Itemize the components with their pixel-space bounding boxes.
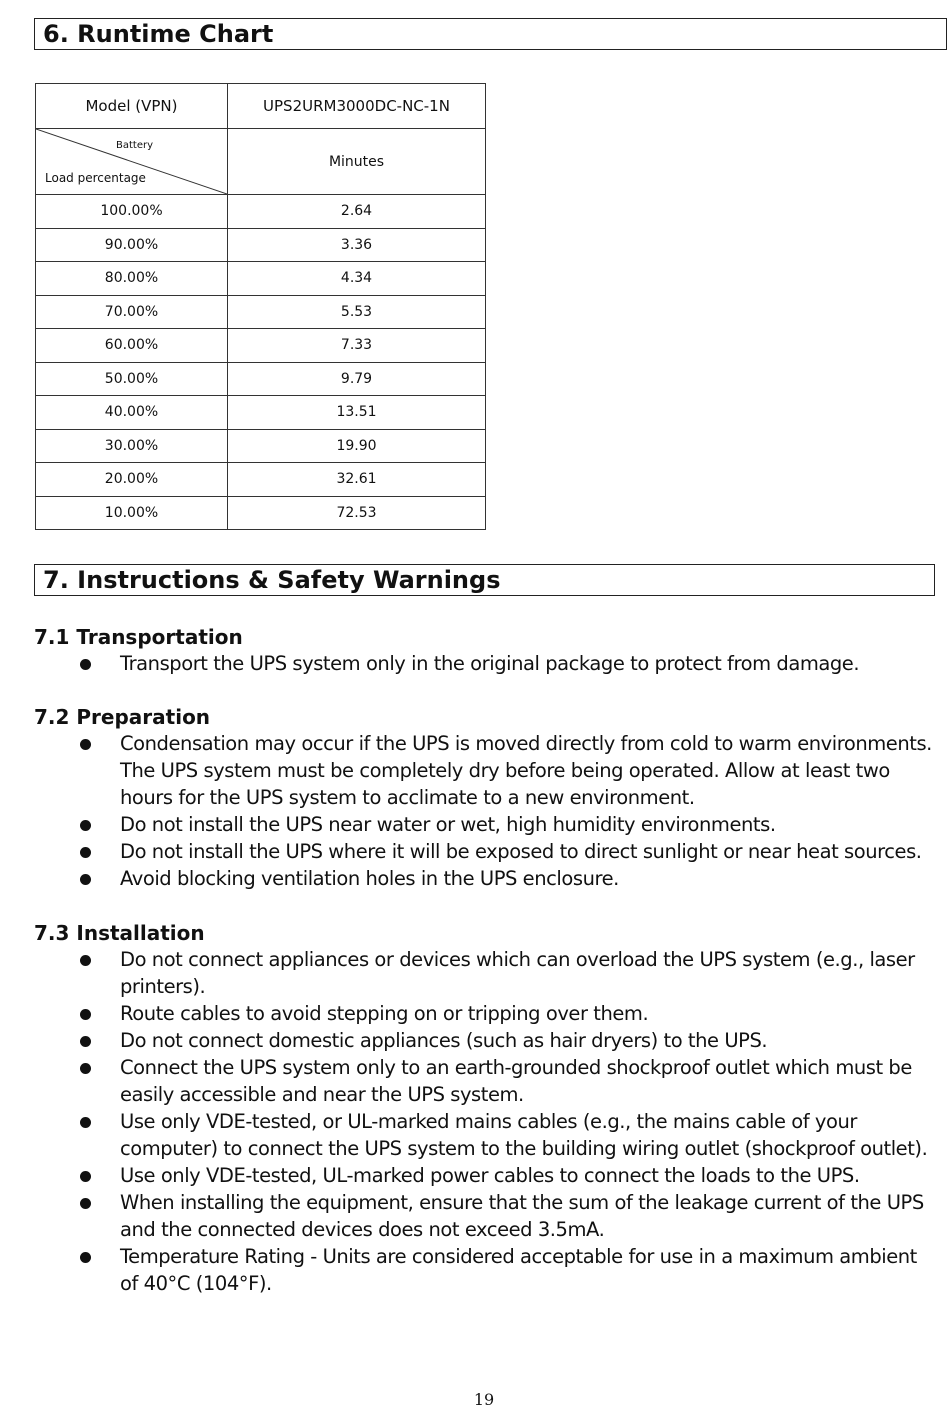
list-item-text: Use only VDE-tested, or UL-marked mains cables (e.g., the mains cable of your computer) to connect the UPS system to the building wiring outlet (shockproof outlet). [120, 1110, 928, 1160]
list-item-text: Temperature Rating - Units are considered acceptable for use in a maximum ambient of 40°C (104°F). [120, 1245, 917, 1295]
list-item-text: When installing the equipment, ensure that the sum of the leakage current of the UPS and the connected devices does not exceed 3.5mA. [120, 1191, 924, 1241]
installation-title: 7.3 Installation [34, 921, 205, 945]
transportation-section [34, 624, 940, 677]
list-item [34, 946, 940, 1000]
load-cell: 40.00% [36, 396, 228, 430]
bullet-icon [80, 1252, 91, 1263]
list-item-text: Do not connect domestic appliances (such as hair dryers) to the UPS. [120, 1029, 768, 1052]
model-value-cell: UPS2URM3000DC-NC-1N [228, 84, 486, 129]
bullet-icon [80, 659, 91, 670]
list-item [34, 865, 940, 892]
minutes-cell: 72.53 [228, 496, 486, 530]
list-item [34, 730, 940, 811]
minutes-cell: 3.36 [228, 228, 486, 262]
bullet-icon [80, 1063, 91, 1074]
list-item [34, 1162, 940, 1189]
transportation-list [34, 650, 940, 677]
list-item-text: Use only VDE-tested, UL-marked power cables to connect the loads to the UPS. [120, 1164, 860, 1187]
transportation-title: 7.1 Transportation [34, 625, 243, 649]
model-label-cell: Model (VPN) [36, 84, 228, 129]
bullet-icon [80, 1171, 91, 1182]
diagonal-header-cell [36, 129, 228, 195]
list-item [34, 838, 940, 865]
list-item [34, 1000, 940, 1027]
load-cell: 30.00% [36, 429, 228, 463]
bullet-icon [80, 1036, 91, 1047]
list-item-text: Do not connect appliances or devices which can overload the UPS system (e.g., laser printers). [120, 948, 915, 998]
list-item [34, 1243, 940, 1297]
section-6-heading: 6. Runtime Chart [34, 18, 947, 50]
list-item-text: Avoid blocking ventilation holes in the UPS enclosure. [120, 867, 619, 890]
page-number: 19 [473, 1390, 495, 1409]
table-row [36, 262, 486, 296]
battery-label: Battery [116, 140, 154, 151]
installation-list [34, 946, 940, 1297]
load-cell: 20.00% [36, 463, 228, 497]
bullet-icon [80, 1009, 91, 1020]
bullet-icon [80, 955, 91, 966]
load-cell: 50.00% [36, 362, 228, 396]
minutes-cell: 5.53 [228, 295, 486, 329]
list-item-text: Route cables to avoid stepping on or tripping over them. [120, 1002, 649, 1025]
load-cell: 90.00% [36, 228, 228, 262]
list-item [34, 1189, 940, 1243]
preparation-title: 7.2 Preparation [34, 705, 211, 729]
bullet-icon [80, 820, 91, 831]
load-cell: 10.00% [36, 496, 228, 530]
bullet-icon [80, 847, 91, 858]
bullet-icon [80, 739, 91, 750]
runtime-table [35, 83, 486, 530]
list-item [34, 1027, 940, 1054]
table-subheader-row [36, 129, 486, 195]
list-item-text: Transport the UPS system only in the original package to protect from damage. [120, 652, 860, 675]
load-cell: 60.00% [36, 329, 228, 363]
minutes-cell: 7.33 [228, 329, 486, 363]
minutes-cell: 9.79 [228, 362, 486, 396]
bullet-icon [80, 1117, 91, 1128]
list-item [34, 811, 940, 838]
minutes-label-cell: Minutes [228, 129, 486, 195]
list-item [34, 650, 940, 677]
table-header-row [36, 84, 486, 129]
table-row [36, 195, 486, 229]
section-7-heading: 7. Instructions & Safety Warnings [34, 564, 935, 596]
list-item-text: Connect the UPS system only to an earth-grounded shockproof outlet which must be easily accessible and near the UPS system. [120, 1056, 912, 1106]
minutes-cell: 19.90 [228, 429, 486, 463]
minutes-cell: 32.61 [228, 463, 486, 497]
table-row [36, 228, 486, 262]
load-percentage-label: Load percentage [45, 171, 146, 185]
list-item-text: Condensation may occur if the UPS is moved directly from cold to warm environments. The UPS system must be completely dry before being operated. Allow at least two hours for the UPS system to acclimate to a new environment. [120, 732, 932, 809]
list-item [34, 1108, 940, 1162]
minutes-cell: 13.51 [228, 396, 486, 430]
table-row [36, 329, 486, 363]
preparation-section [34, 704, 940, 892]
table-row [36, 463, 486, 497]
table-row [36, 429, 486, 463]
list-item [34, 1054, 940, 1108]
list-item-text: Do not install the UPS where it will be exposed to direct sunlight or near heat sources. [120, 840, 922, 863]
preparation-list [34, 730, 940, 892]
table-row [36, 396, 486, 430]
table-row [36, 496, 486, 530]
load-cell: 100.00% [36, 195, 228, 229]
table-row [36, 362, 486, 396]
installation-section [34, 920, 940, 1297]
load-cell: 70.00% [36, 295, 228, 329]
list-item-text: Do not install the UPS near water or wet, high humidity environments. [120, 813, 776, 836]
load-cell: 80.00% [36, 262, 228, 296]
table-row [36, 295, 486, 329]
minutes-cell: 2.64 [228, 195, 486, 229]
bullet-icon [80, 874, 91, 885]
minutes-cell: 4.34 [228, 262, 486, 296]
bullet-icon [80, 1198, 91, 1209]
